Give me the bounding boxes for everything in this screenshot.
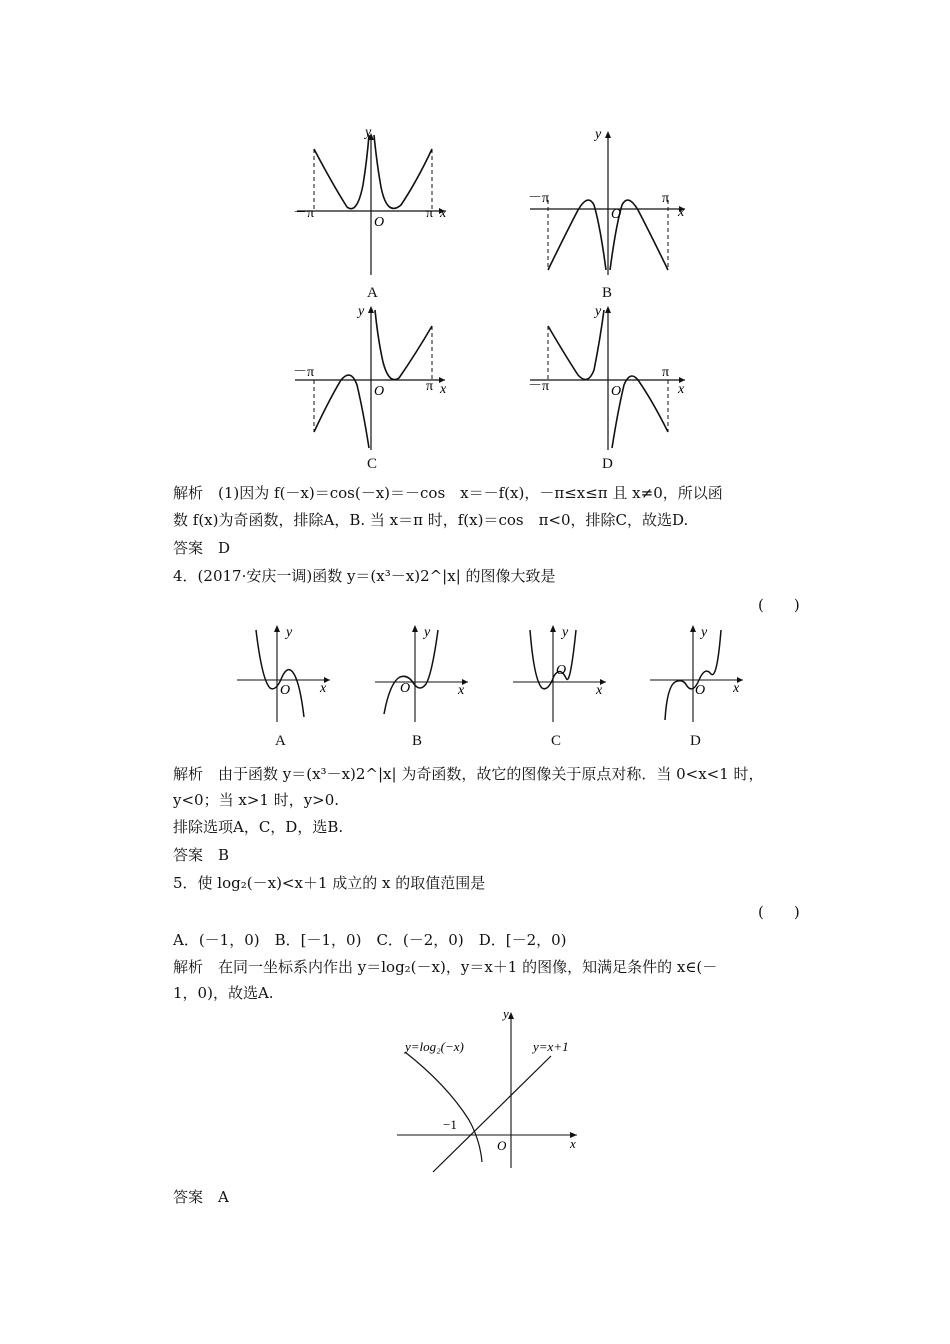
svg-text:O: O	[497, 1138, 507, 1153]
q4-label-b: B	[412, 733, 423, 749]
svg-text:x: x	[596, 683, 603, 698]
q5-answer: 答案 A	[173, 1188, 229, 1206]
pi-label: π	[426, 206, 434, 221]
q5-answer-paren: ( )	[758, 903, 800, 921]
y-axis-label: y	[358, 304, 365, 319]
q3-answer: 答案 D	[173, 539, 231, 557]
q4-answer: 答案 B	[173, 846, 230, 864]
q5-analysis-line1: 解析 在同一坐标系内作出 y＝log₂(－x)，y＝x＋1 的图像，知满足条件的 x∈(－	[173, 958, 718, 976]
q5-analysis-line2: 1，0)，故选A.	[173, 984, 274, 1002]
neg-pi-label: －π	[293, 365, 315, 380]
q4-analysis-line2: y<0；当 x>1 时，y>0.	[173, 791, 340, 809]
svg-text:O: O	[400, 681, 411, 696]
svg-text:y: y	[701, 625, 708, 640]
x-axis-label: x	[678, 205, 685, 220]
origin-label: O	[611, 384, 622, 399]
q4-graph-d	[645, 622, 750, 727]
svg-text:O: O	[556, 663, 567, 678]
q5-options: A．(－1，0) B．[－1，0) C．(－2，0) D．[－2，0)	[173, 931, 567, 949]
graph-label-b: B	[602, 285, 613, 301]
origin-label: O	[374, 215, 385, 230]
y-axis-label: y	[365, 125, 372, 140]
q4-analysis-line3: 排除选项A，C，D，选B.	[173, 818, 344, 836]
x-axis-label: x	[440, 382, 447, 397]
svg-text:x: x	[570, 1136, 576, 1151]
svg-text:O: O	[695, 683, 706, 698]
svg-text:y: y	[424, 625, 431, 640]
q3-graph-c	[285, 300, 460, 460]
q4-analysis-line1: 解析 由于函数 y＝(x³－x)2^|x| 为奇函数，故它的图像关于原点对称．当 0<x<1 时，	[173, 765, 764, 783]
q4-label-a: A	[275, 733, 286, 749]
graph-label-d: D	[602, 456, 613, 472]
svg-text:O: O	[280, 683, 291, 698]
y-axis-label: y	[595, 127, 602, 142]
line-label: y=x+1	[533, 1039, 569, 1054]
q3-analysis-line2: 数 f(x)为奇函数，排除A，B. 当 x＝π 时，f(x)＝cos π<0，排除C，故选D.	[173, 511, 689, 529]
origin-label: O	[611, 207, 622, 222]
svg-text:x: x	[733, 681, 740, 696]
x-axis-label: x	[678, 382, 685, 397]
q4-graph-a	[232, 622, 337, 727]
svg-text:y: y	[562, 625, 569, 640]
q4-label-c: C	[551, 733, 562, 749]
q4-graph-c	[508, 622, 613, 727]
graph-label-a: A	[367, 285, 378, 301]
q3-graph-d	[520, 300, 695, 460]
q5-figure	[395, 1010, 585, 1180]
svg-text:y: y	[503, 1010, 509, 1021]
q4-stem: 4．(2017·安庆一调)函数 y＝(x³－x)2^|x| 的图像大致是	[173, 567, 556, 585]
pi-label: π	[662, 191, 670, 206]
pi-label: π	[426, 379, 434, 394]
q3-graph-b	[520, 125, 695, 285]
q4-label-d: D	[690, 733, 701, 749]
svg-text:x: x	[320, 681, 327, 696]
log-curve-label: y=log₂(−x)	[405, 1039, 464, 1054]
svg-text:x: x	[458, 683, 465, 698]
svg-text:y: y	[286, 625, 293, 640]
pi-label: π	[662, 365, 670, 380]
neg-one-label: −1	[443, 1117, 457, 1132]
q3-graph-a	[285, 125, 460, 285]
q4-graph-b	[370, 622, 475, 727]
origin-label: O	[374, 384, 385, 399]
neg-pi-label: －π	[293, 206, 315, 221]
y-axis-label: y	[595, 304, 602, 319]
graph-label-c: C	[367, 456, 378, 472]
q5-stem: 5．使 log₂(－x)<x＋1 成立的 x 的取值范围是	[173, 874, 486, 892]
neg-pi-label: －π	[528, 191, 550, 206]
x-axis-label: x	[440, 206, 447, 221]
q4-answer-paren: ( )	[758, 596, 800, 614]
neg-pi-label: －π	[528, 379, 550, 394]
q3-analysis-line1: 解析 (1)因为 f(－x)＝cos(－x)＝－cos x＝－f(x)，－π≤x≤π 且 x≠0，所以函	[173, 484, 723, 502]
